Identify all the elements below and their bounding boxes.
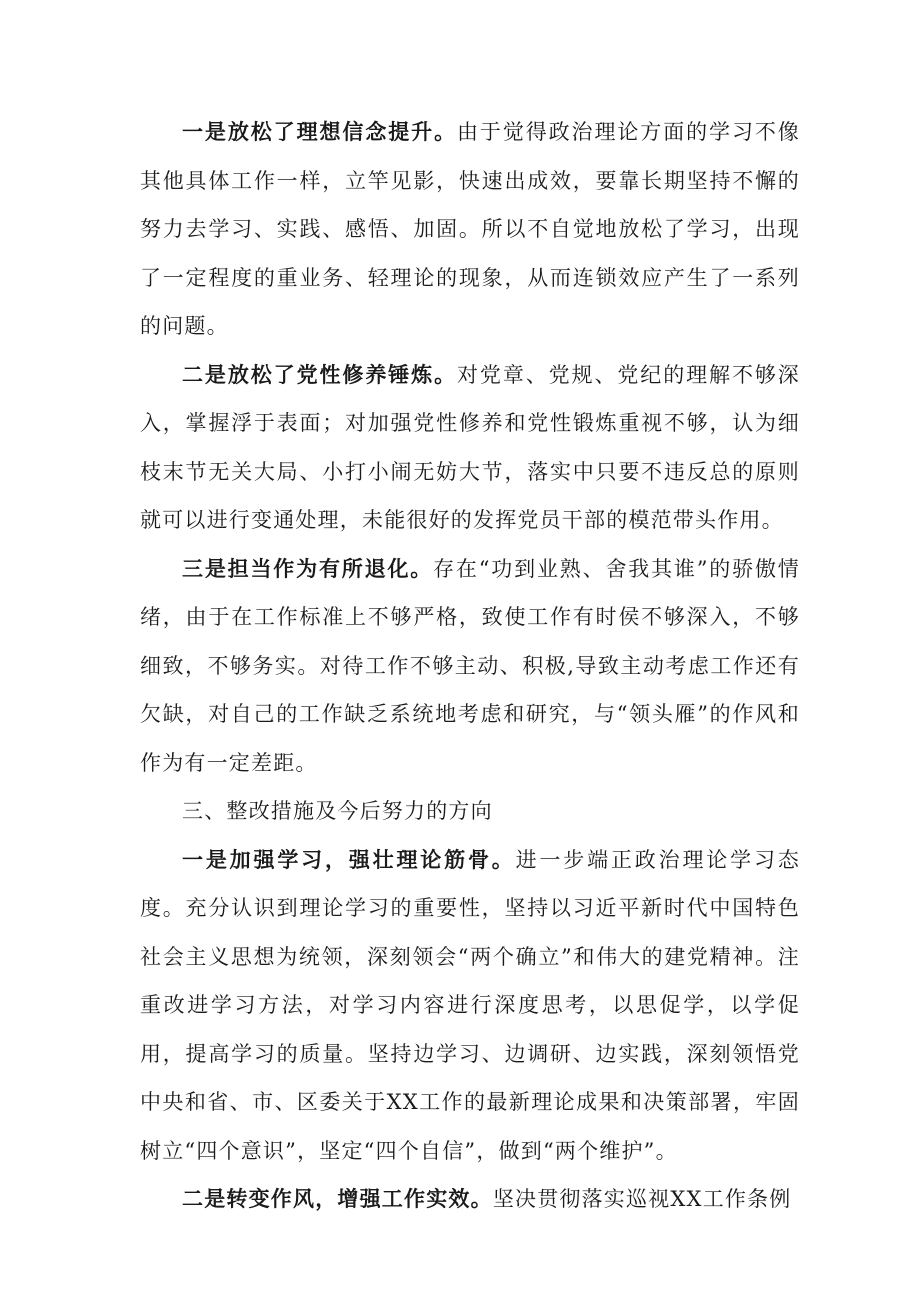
paragraph-body: 坚决贯彻落实巡视XX工作条例 — [492, 1187, 792, 1211]
paragraph-body: 存在“功到业熟、舍我其谁”的骄傲情绪，由于在工作标准上不够严格，致使工作有时侯不够深入，不够细致，不够务实。对待工作不够主动、积极,导致主动考虑工作还有欠缺，对自己的工作缺乏系统地考虑和研究，与“领头雁”的作风和作为有一定差距。 — [140, 556, 800, 775]
paragraph-measure-style — [140, 1175, 800, 1224]
paragraph-lead: 一是加强学习，强壮理论筋骨。 — [182, 847, 516, 872]
paragraph-measure-study — [140, 836, 800, 1176]
paragraph-lead: 一是放松了理想信念提升。 — [182, 120, 457, 144]
paragraph-lead: 三是担当作为有所退化。 — [182, 556, 434, 581]
paragraph-body: 由于觉得政治理论方面的学习不像其他具体工作一样，立竿见影，快速出成效，要靠长期坚持不懈的努力去学习、实践、感悟、加固。所以不自觉地放松了学习，出现了一定程度的重业务、轻理论的现象，从而连锁效应产生了一系列的问题。 — [140, 120, 800, 338]
document-page — [140, 108, 800, 1224]
section-heading: 三、整改措施及今后努力的方向 — [182, 799, 493, 823]
paragraph-lead: 二是放松了党性修养锤炼。 — [182, 362, 457, 387]
paragraph-responsibility — [140, 545, 800, 788]
paragraph-ideals — [140, 108, 800, 351]
paragraph-lead: 二是转变作风，增强工作实效。 — [182, 1187, 493, 1211]
paragraph-body: 进一步端正政治理论学习态度。充分认识到理论学习的重要性，坚持以习近平新时代中国特色社会主义思想为统领，深刻领会“两个确立”和伟大的建党精神。注重改进学习方法，对学习内容进行深度思考，以思促学，以学促用，提高学习的质量。坚持边学习、边调研、边实践，深刻领悟党中央和省、市、区委关于XX工作的最新理论成果和决策部署，牢固树立“四个意识”，坚定“四个自信”，做到“两个维护”。 — [140, 847, 800, 1163]
paragraph-body: 对党章、党规、党纪的理解不够深入，掌握浮于表面；对加强党性修养和党性锻炼重视不够，认为细枝末节无关大局、小打小闹无妨大节，落实中只要不违反总的原则就可以进行变通处理，未能很好的发挥党员干部的模范带头作用。 — [140, 362, 800, 532]
paragraph-party-spirit — [140, 351, 800, 545]
